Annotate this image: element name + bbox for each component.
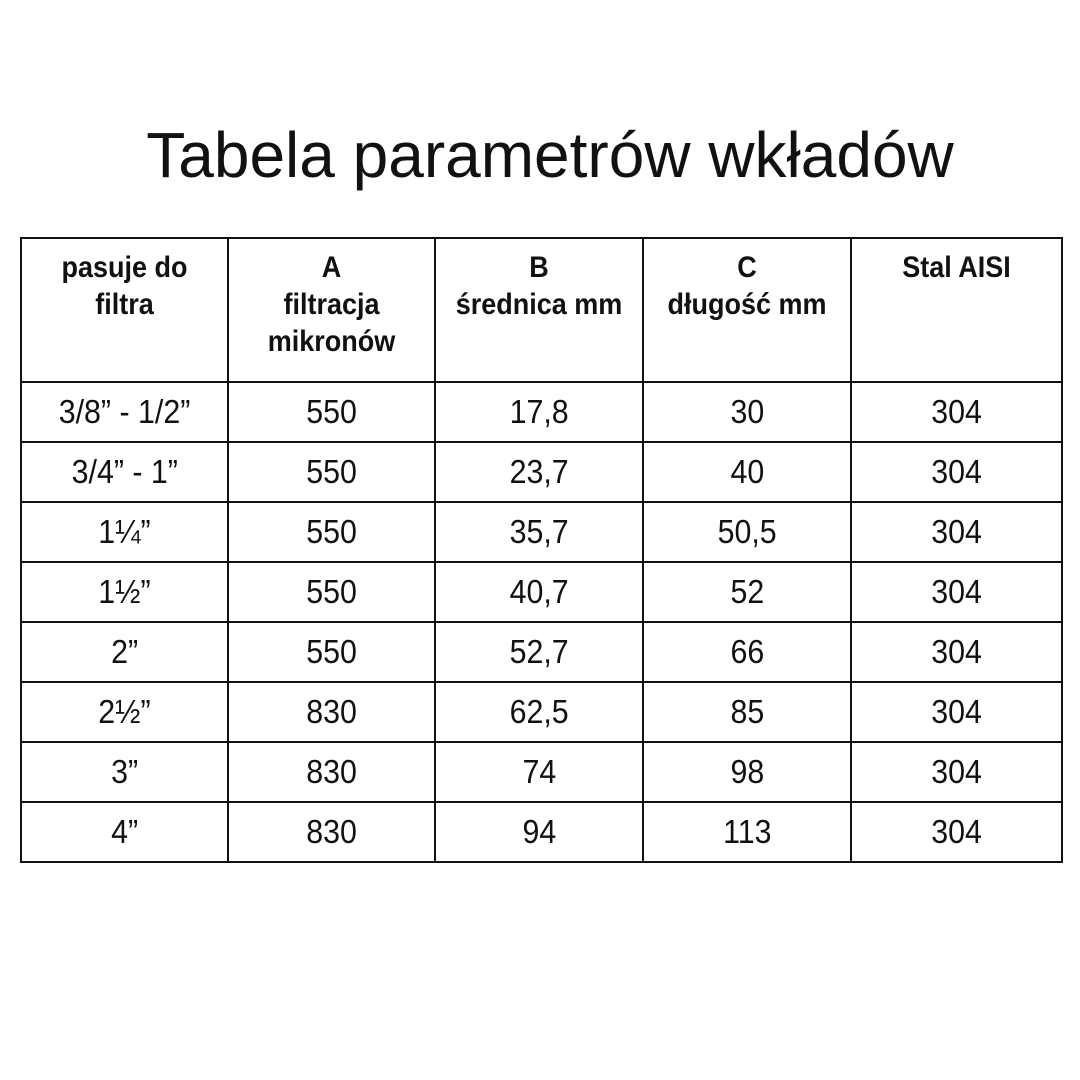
cell-value: 85 [730, 693, 764, 730]
cell-diameter [435, 382, 643, 442]
cell-steel-aisi [851, 562, 1062, 622]
table-row [21, 502, 1062, 562]
cell-value: 304 [931, 813, 982, 850]
cell-value: 3/8” - 1/2” [58, 393, 191, 430]
header-line: mikronów [267, 325, 396, 358]
cell-value: 62,5 [509, 693, 569, 730]
cell-value: 52,7 [509, 633, 569, 670]
cell-value: 550 [306, 573, 357, 610]
table-row [21, 802, 1062, 862]
cell-fits-filter [21, 682, 228, 742]
cell-value: 52 [730, 573, 764, 610]
cell-fits-filter [21, 502, 228, 562]
cell-diameter [435, 562, 643, 622]
cell-value: 40 [730, 453, 764, 490]
cell-value: 3” [111, 753, 138, 790]
cell-value: 2” [111, 633, 138, 670]
header-line: Stal AISI [902, 251, 1011, 284]
cell-diameter [435, 682, 643, 742]
cell-diameter [435, 502, 643, 562]
table-row [21, 742, 1062, 802]
cell-value: 304 [931, 573, 982, 610]
cell-steel-aisi [851, 622, 1062, 682]
page-title: Tabela parametrów wkładów [146, 119, 954, 191]
cell-value: 304 [931, 453, 982, 490]
cell-fits-filter [21, 742, 228, 802]
cell-value: 304 [931, 753, 982, 790]
cell-length [643, 742, 851, 802]
cell-length [643, 502, 851, 562]
cell-length [643, 442, 851, 502]
cell-fits-filter [21, 802, 228, 862]
cell-value: 550 [306, 453, 357, 490]
cell-value: 40,7 [509, 573, 569, 610]
header-line: filtracja [283, 288, 380, 321]
cell-value: 94 [522, 813, 556, 850]
cell-filtration [228, 502, 435, 562]
cell-value: 1¼” [98, 513, 151, 550]
table-row [21, 622, 1062, 682]
cell-value: 830 [306, 813, 357, 850]
header-line: filtra [95, 288, 154, 321]
cell-value: 304 [931, 693, 982, 730]
cell-length [643, 682, 851, 742]
cell-value: 113 [722, 813, 772, 850]
table-header-row [21, 238, 1062, 382]
cell-value: 550 [306, 513, 357, 550]
cell-length [643, 622, 851, 682]
cell-value: 98 [730, 753, 764, 790]
cell-steel-aisi [851, 802, 1062, 862]
cell-value: 23,7 [509, 453, 569, 490]
cell-value: 304 [931, 513, 982, 550]
cell-value: 1½” [98, 573, 151, 610]
table-row [21, 682, 1062, 742]
cell-filtration [228, 682, 435, 742]
header-length [643, 238, 851, 382]
cell-fits-filter [21, 622, 228, 682]
cell-value: 66 [730, 633, 764, 670]
header-line: pasuje do [61, 251, 188, 284]
header-steel-aisi [851, 238, 1062, 382]
table-row [21, 562, 1062, 622]
cell-fits-filter [21, 562, 228, 622]
header-fits-filter [21, 238, 228, 382]
cell-steel-aisi [851, 742, 1062, 802]
header-line: A [321, 251, 342, 284]
header-line: długość mm [667, 288, 827, 321]
cell-value: 830 [306, 753, 357, 790]
header-filtration [228, 238, 435, 382]
cell-diameter [435, 742, 643, 802]
header-line: B [529, 251, 549, 284]
table-row [21, 382, 1062, 442]
cell-value: 74 [522, 753, 556, 790]
cell-filtration [228, 802, 435, 862]
cell-fits-filter [21, 382, 228, 442]
cell-steel-aisi [851, 682, 1062, 742]
cell-length [643, 562, 851, 622]
cell-diameter [435, 442, 643, 502]
table-row [21, 442, 1062, 502]
cell-value: 30 [730, 393, 764, 430]
cell-steel-aisi [851, 502, 1062, 562]
cell-steel-aisi [851, 442, 1062, 502]
cell-fits-filter [21, 442, 228, 502]
cell-value: 304 [931, 393, 982, 430]
header-diameter [435, 238, 643, 382]
cell-filtration [228, 382, 435, 442]
cell-filtration [228, 742, 435, 802]
cell-steel-aisi [851, 382, 1062, 442]
cell-value: 3/4” - 1” [71, 453, 178, 490]
cell-value: 4” [111, 813, 138, 850]
cell-value: 830 [306, 693, 357, 730]
cell-value: 304 [931, 633, 982, 670]
parameters-table [20, 237, 1063, 863]
cell-diameter [435, 622, 643, 682]
header-line: średnica mm [455, 288, 623, 321]
cell-length [643, 802, 851, 862]
header-line: C [737, 251, 757, 284]
cell-filtration [228, 622, 435, 682]
cell-value: 35,7 [509, 513, 569, 550]
cell-value: 17,8 [509, 393, 569, 430]
cell-filtration [228, 562, 435, 622]
cell-value: 50,5 [717, 513, 777, 550]
cell-value: 550 [306, 393, 357, 430]
cell-filtration [228, 442, 435, 502]
cell-diameter [435, 802, 643, 862]
cell-length [643, 382, 851, 442]
cell-value: 550 [306, 633, 357, 670]
cell-value: 2½” [98, 693, 151, 730]
